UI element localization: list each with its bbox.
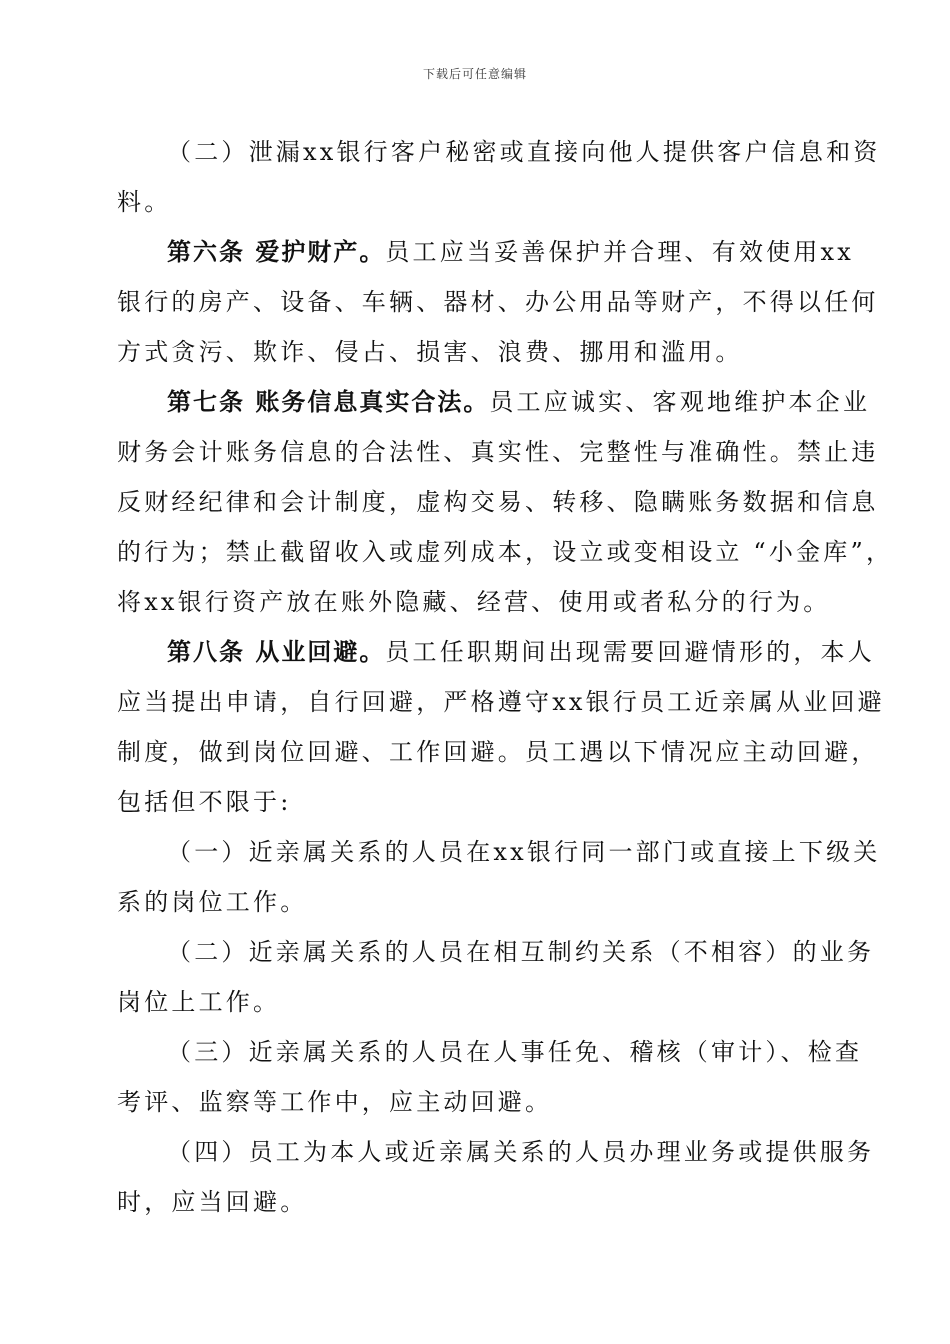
- text-line: [117, 777, 849, 827]
- line-text: 制度，做到岗位回避、工作回避。员工遇以下情况应主动回避，: [117, 738, 879, 766]
- text-line: [117, 1027, 863, 1077]
- article-title: 第七条 账务信息真实合法。: [167, 387, 490, 416]
- text-line: [117, 727, 879, 777]
- line-text: 财务会计账务信息的合法性、真实性、完整性与准确性。禁止违: [117, 438, 879, 466]
- text-line: [117, 127, 881, 177]
- text-line: [117, 527, 894, 577]
- line-text: （三）近亲属关系的人员在人事任免、稽核（审计）、检查: [167, 1038, 863, 1066]
- text-line: [117, 1077, 849, 1127]
- line-text: 时，应当回避。: [117, 1188, 308, 1216]
- line-text: 的行为；禁止截留收入或虚列成本，设立或变相设立 “小金库”，: [117, 538, 894, 566]
- line-text: 员工应诚实、客观地维护本企业: [489, 388, 871, 416]
- text-line: [117, 877, 849, 927]
- line-text: （一）近亲属关系的人员在xx银行同一部门或直接上下级关: [167, 838, 881, 866]
- text-line: [117, 427, 879, 477]
- line-text: 考评、监察等工作中，应主动回避。: [117, 1088, 553, 1116]
- line-text: 银行的房产、设备、车辆、器材、办公用品等财产，不得以任何: [117, 288, 879, 316]
- line-text: 应当提出申请，自行回避，严格遵守xx银行员工近亲属从业回避: [117, 688, 885, 716]
- document-body: [117, 127, 894, 1227]
- line-text: 员工任职期间出现需要回避情形的，本人: [385, 638, 875, 666]
- line-text: 岗位上工作。: [117, 988, 281, 1016]
- text-line: [117, 1177, 849, 1227]
- text-line: [117, 927, 875, 977]
- line-text: 系的岗位工作。: [117, 888, 308, 916]
- page-header: 下载后可任意编辑: [422, 67, 527, 81]
- text-line: [117, 577, 849, 627]
- line-text: 包括但不限于:: [117, 788, 292, 816]
- text-line: [117, 277, 879, 327]
- article-heading-line: [117, 227, 855, 277]
- article-title: 第八条 从业回避。: [167, 637, 386, 666]
- text-line: [117, 1127, 875, 1177]
- text-line: [117, 327, 849, 377]
- text-line: [117, 177, 849, 227]
- line-text: 方式贪污、欺诈、侵占、损害、浪费、挪用和滥用。: [117, 338, 743, 366]
- line-text: 反财经纪律和会计制度，虚构交易、转移、隐瞒账务数据和信息: [117, 488, 879, 516]
- text-line: [117, 477, 879, 527]
- article-title: 第六条 爱护财产。: [167, 237, 386, 266]
- line-text: 将xx银行资产放在账外隐藏、经营、使用或者私分的行为。: [117, 588, 831, 616]
- article-heading-line: [117, 377, 871, 427]
- line-text: 料。: [117, 188, 172, 216]
- text-line: [117, 677, 885, 727]
- line-text: （二）近亲属关系的人员在相互制约关系（不相容）的业务: [167, 938, 875, 966]
- line-text: （二）泄漏xx银行客户秘密或直接向他人提供客户信息和资: [167, 138, 881, 166]
- line-text: 员工应当妥善保护并合理、有效使用xx: [385, 238, 855, 266]
- line-text: （四）员工为本人或近亲属关系的人员办理业务或提供服务: [167, 1138, 875, 1166]
- text-line: [117, 827, 881, 877]
- text-line: [117, 977, 849, 1027]
- article-heading-line: [117, 627, 875, 677]
